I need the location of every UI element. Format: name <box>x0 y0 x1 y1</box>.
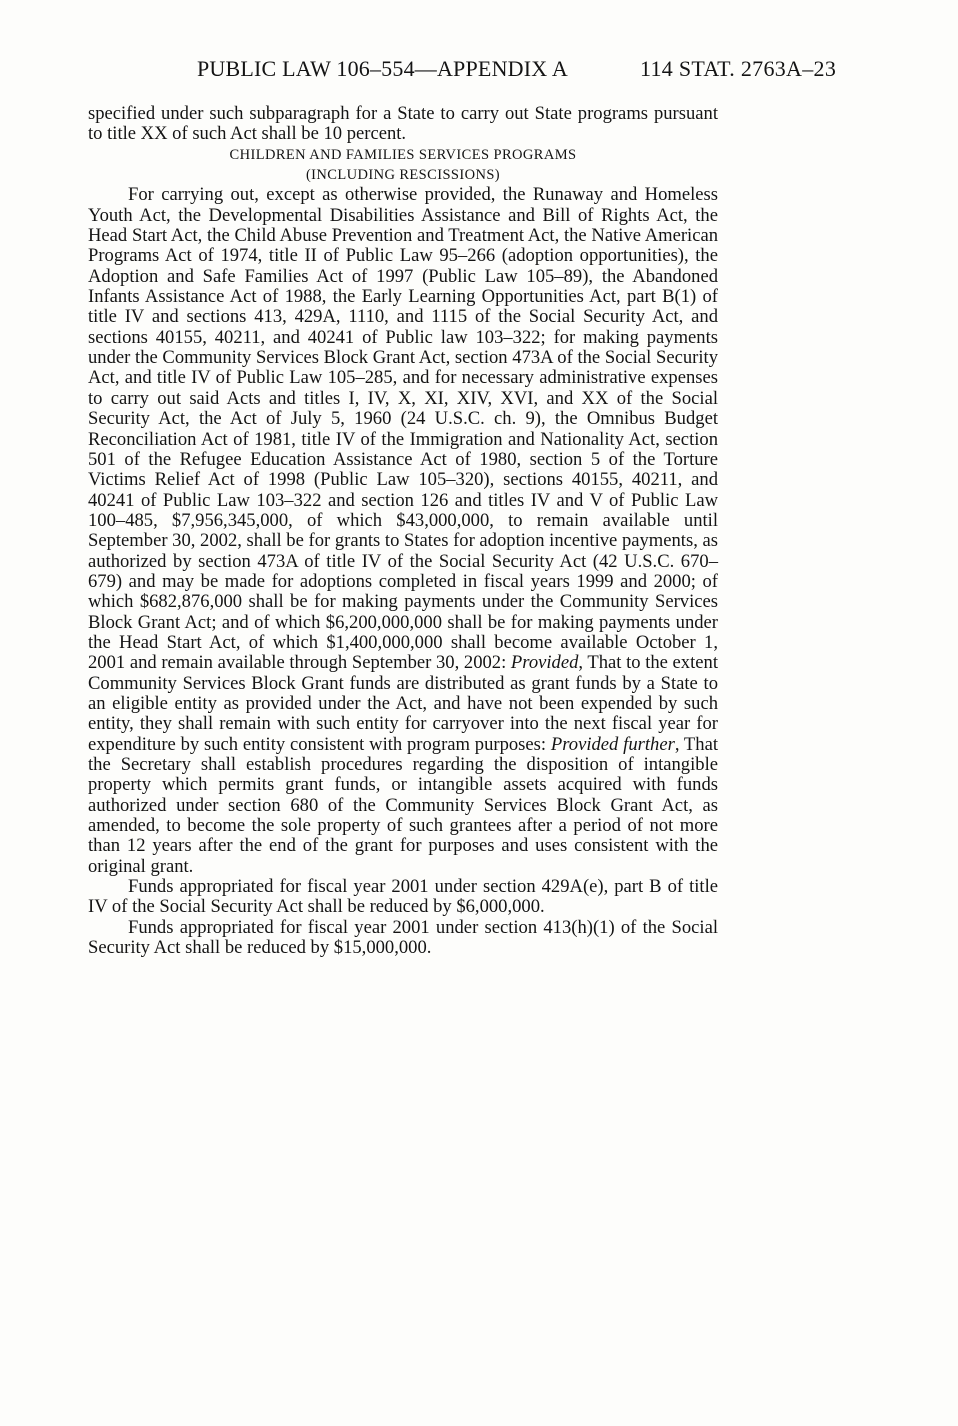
paragraph-413: Funds appropriated for fiscal year 2001 under section 413(h)(1) of the Social Security Act shall be reduced by $15,000,000. <box>88 916 718 959</box>
provided-further-term: Provided further <box>550 733 675 755</box>
paragraph-429a: Funds appropriated for fiscal year 2001 under section 429A(e), part B of title IV of the Social Security Act shall be reduced by $6,000,000. <box>88 876 718 918</box>
main-paragraph <box>88 185 718 877</box>
provided-term: Provided <box>510 652 579 674</box>
main-paragraph-part3: , That the Secretary shall establish procedures regarding the disposition of intangible property which permits grant funds, or intangible assets acquired with funds authorized under section 680 of the Community Services Block Grant Act, as amended, to become the sole property of such grantees after a period of not more than 12 years after the end of the grant for purposes and uses consistent with the original grant. <box>88 733 718 877</box>
section-subheading: (INCLUDING RESCISSIONS) <box>305 167 501 184</box>
main-paragraph-part1: For carrying out, except as otherwise provided, the Runaway and Homeless Youth Act, the Developmental Disabilities Assistance and Bill of Rights Act, the Head Start Act, the Child Abuse Prevention and Treatment Act, the Native American Programs Act of 1974, title II of Public Law 95–266 (adoption opportunities), the Adoption and Safe Families Act of 1997 (Public Law 105–89), the Abandoned Infants Assistance Act of 1988, the Early Learning Opportunities Act, part B(1) of title IV and sections 413, 429A, 1110, and 1115 of the Social Security Act, and sections 40155, 40211, and 40241 of Public law 103–322; for making payments under the Community Services Block Grant Act, section 473A of the Social Security Act, and title IV of Public Law 105–285, and for necessary administrative expenses to carry out said Acts and titles I, IV, X, XI, XIV, XVI, and XX of the Social Security Act, the Act of July 5, 1960 (24 U.S.C. ch. 9), the Omnibus Budget Reconciliation Act of 1981, title IV of the Immigration and Nationality Act, section 501 of the Refugee Education Assistance Act of 1980, section 5 of the Torture Victims Relief Act of 1998 (Public Law 105–320), sections 40155, 40211, and 40241 of Public Law 103–322 and section 126 and titles IV and V of Public Law 100–485, $7,956,345,000, of which $43,000,000, to remain available until September 30, 2002, shall be for grants to States for adoption incentive payments, as authorized by section 473A of title IV of the Social Security Act (42 U.S.C. 670–679) and may be made for adoptions completed in fiscal years 1999 and 2000; of which $682,876,000 shall be for making payments under the Community Services Block Grant Act; and of which $6,200,000,000 shall be for making payments under the Head Start Act, of which $1,400,000,000 shall become available October 1, 2001 and remain available through September 30, 2002: <box>88 184 718 674</box>
section-heading: CHILDREN AND FAMILIES SERVICES PROGRAMS <box>229 146 577 163</box>
body-text <box>88 104 718 958</box>
page-citation: 114 STAT. 2763A–23 <box>640 56 837 81</box>
running-head <box>0 56 958 86</box>
running-head-title: PUBLIC LAW 106–554—APPENDIX A <box>197 56 568 81</box>
continuation-paragraph: specified under such subparagraph for a State to carry out State programs pursuant to title XX of such Act shall be 10 percent. <box>88 103 718 145</box>
main-paragraph-part2: , That to the extent Community Services Block Grant funds are distributed as grant funds by a State to an eligible entity as provided under the Act, and have not been expended by such entity, they shall remain with such entity for carryover into the next fiscal year for expenditure by such entity consistent with program purposes: <box>88 652 718 755</box>
